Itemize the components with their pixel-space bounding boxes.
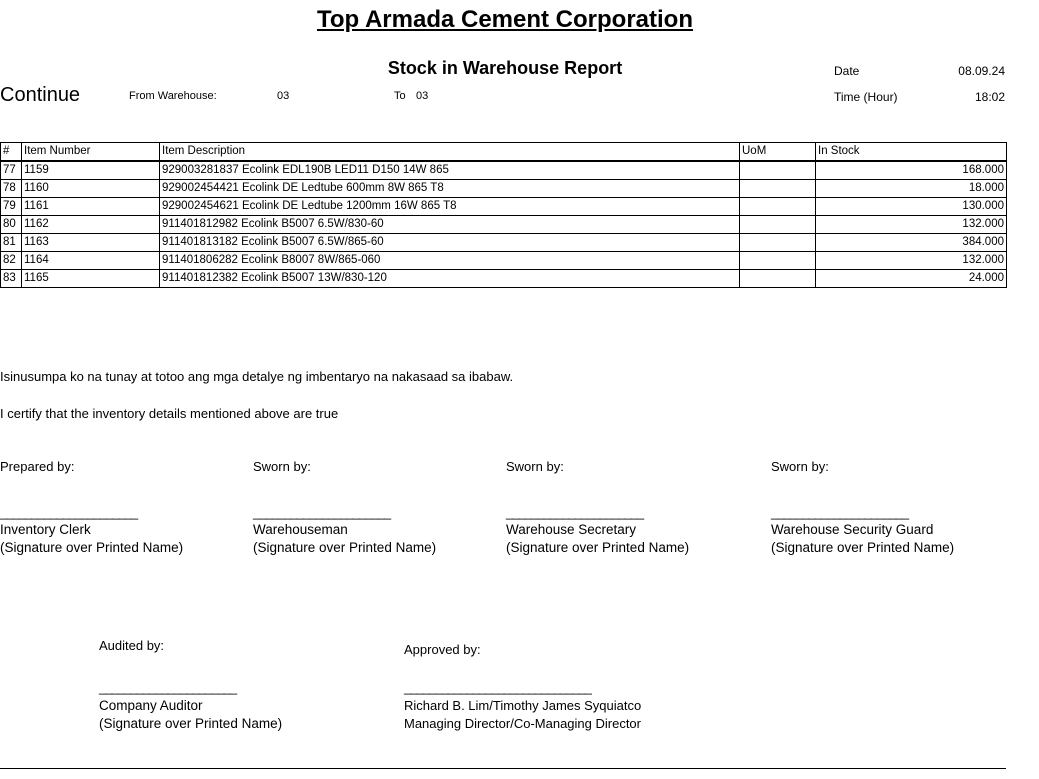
auditor-block [99,697,282,733]
approved-by-label: Approved by: [404,642,481,657]
auditor-note: (Signature over Printed Name) [99,716,283,731]
col-header-item-number: Item Number [22,143,160,162]
report-title: Stock in Warehouse Report [387,58,623,78]
row-in-stock: 384.000 [816,234,1007,252]
audited-by-label: Audited by: [99,638,165,653]
row-item-description: 929002454421 Ecolink DE Ledtube 600mm 8W 865 T8 [160,180,740,198]
row-index: 79 [1,198,22,216]
approver-block [404,697,641,733]
table-row [1,198,1007,216]
table-row [1,252,1007,270]
row-uom [740,161,816,180]
approver-title: Managing Director/Co-Managing Director [404,716,641,731]
row-item-number: 1160 [22,180,160,198]
signature-line: ______________________ [771,505,909,520]
row-item-number: 1159 [22,161,160,180]
table-header-row [1,143,1007,162]
row-uom [740,198,816,216]
table-row [1,234,1007,252]
col-header-index: # [1,143,22,162]
row-in-stock: 24.000 [816,270,1007,288]
signature-line: ______________________ [99,680,237,695]
auditor-role: Company Auditor [99,698,203,713]
row-index: 77 [1,161,22,180]
sworn-by-label: Sworn by: [506,459,564,474]
signature-line: ______________________________ [404,680,591,695]
table-row [1,180,1007,198]
row-in-stock: 168.000 [816,161,1007,180]
row-item-description: 911401806282 Ecolink B8007 8W/865-060 [160,252,740,270]
signatory-role: Warehouse Secretary [506,522,637,537]
oath-english: I certify that the inventory details mentioned above are true [0,406,339,421]
row-index: 80 [1,216,22,234]
time-label: Time (Hour) [834,90,898,104]
signatory-note: (Signature over Printed Name) [0,540,184,555]
sworn-by-label: Sworn by: [253,459,311,474]
row-uom [740,234,816,252]
prepared-by-label: Prepared by: [0,459,75,474]
row-index: 82 [1,252,22,270]
row-item-description: 911401812382 Ecolink B5007 13W/830-120 [160,270,740,288]
table-row [1,161,1007,180]
row-item-description: 929003281837 Ecolink EDL190B LED11 D150 14W 865 [160,161,740,180]
col-header-uom: UoM [740,143,816,162]
row-item-description: 911401813182 Ecolink B5007 6.5W/865-60 [160,234,740,252]
row-in-stock: 132.000 [816,252,1007,270]
footer-divider [0,768,1006,769]
row-item-description: 929002454621 Ecolink DE Ledtube 1200mm 16W 865 T8 [160,198,740,216]
approver-name: Richard B. Lim/Timothy James Syquiatco [404,698,642,713]
signatory-role: Warehouseman [253,522,348,537]
to-warehouse-label: To [394,90,406,102]
row-item-number: 1161 [22,198,160,216]
row-item-number: 1163 [22,234,160,252]
signatory-note: (Signature over Printed Name) [506,540,690,555]
oath-tagalog: Isinusumpa ko na tunay at totoo ang mga detalye ng imbentaryo na nakasaad sa ibabaw. [0,369,514,384]
row-item-number: 1162 [22,216,160,234]
to-warehouse-value: 03 [416,90,429,102]
col-header-in-stock: In Stock [816,143,1007,162]
signatory-block [771,521,954,557]
table-row [1,216,1007,234]
signatory-note: (Signature over Printed Name) [771,540,955,555]
row-item-description: 911401812982 Ecolink B5007 6.5W/830-60 [160,216,740,234]
from-warehouse-label: From Warehouse: [129,90,217,102]
continue-label: Continue [0,84,81,106]
signatory-role: Inventory Clerk [0,522,91,537]
row-uom [740,180,816,198]
row-item-number: 1164 [22,252,160,270]
row-uom [740,216,816,234]
date-label: Date [834,64,860,78]
signatory-block [0,521,183,557]
signature-line: ______________________ [253,505,391,520]
stock-table [0,142,1007,288]
signatory-block [253,521,436,557]
row-uom [740,270,816,288]
row-item-number: 1165 [22,270,160,288]
signatory-note: (Signature over Printed Name) [253,540,437,555]
signatory-block [506,521,689,557]
signatory-role: Warehouse Security Guard [771,522,934,537]
row-in-stock: 130.000 [816,198,1007,216]
time-value: 18:02 [974,90,1005,104]
row-index: 83 [1,270,22,288]
date-value: 08.09.24 [958,64,1005,78]
signature-line: ______________________ [506,505,644,520]
row-index: 81 [1,234,22,252]
row-uom [740,252,816,270]
table-row [1,270,1007,288]
row-in-stock: 18.000 [816,180,1007,198]
company-name: Top Armada Cement Corporation [316,6,694,33]
col-header-item-description: Item Description [160,143,740,162]
sworn-by-label: Sworn by: [771,459,829,474]
signature-line: ______________________ [0,505,138,520]
row-index: 78 [1,180,22,198]
from-warehouse-value: 03 [277,90,290,102]
row-in-stock: 132.000 [816,216,1007,234]
